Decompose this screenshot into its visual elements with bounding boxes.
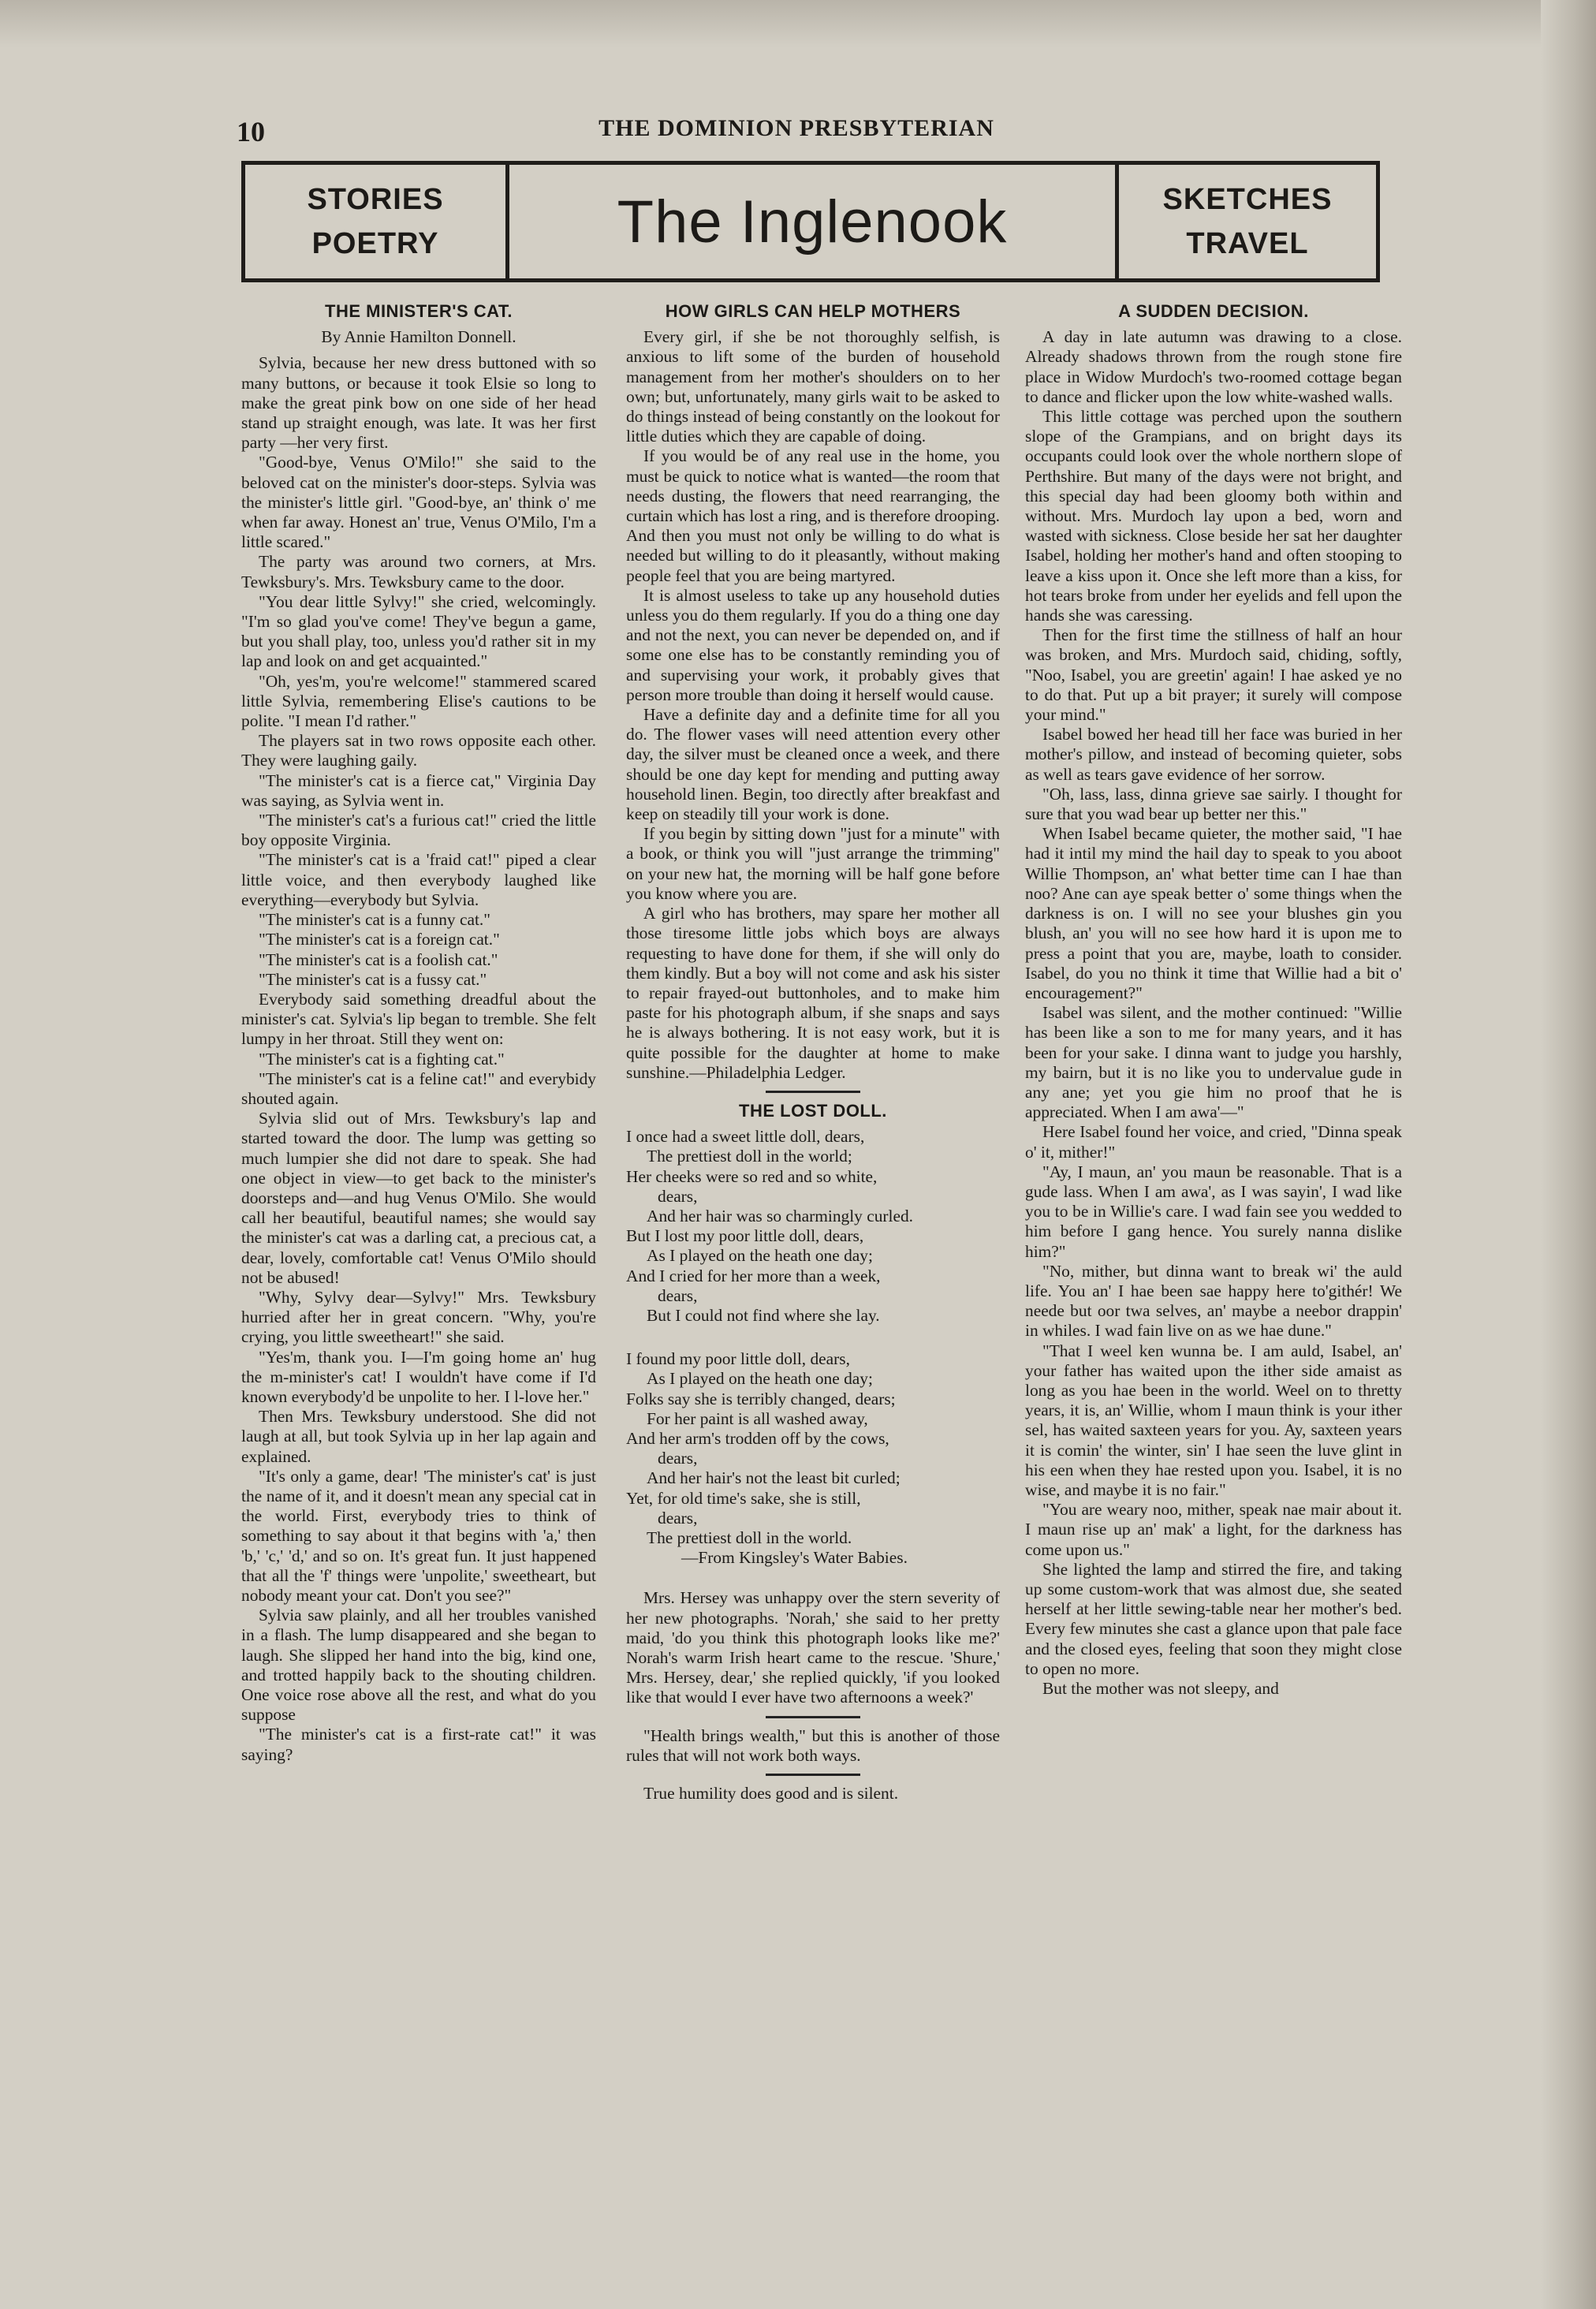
poem-title: THE LOST DOLL. xyxy=(739,1100,887,1121)
paragraph: Have a definite day and a definite time for all you do. The flower vases will need attention every other day, the silver must be cleaned once a week, and there should be one day kept for mending and putting away household linen. Begin, too directly after breakfast and keep on steadily till your work is done. xyxy=(626,705,1000,824)
paragraph: "Oh, yes'm, you're welcome!" stammered scared little Sylvia, remembering Elise's cautions to be polite. "I mean I'd rather." xyxy=(241,671,596,731)
divider-rule xyxy=(766,1091,860,1093)
paragraph: "No, mither, but dinna want to break wi' the auld life. You an' I hae been sae happy here to'githér! We neede but oor twa selves, an' maybe a neebor drappin' in whiles. I wad fain live on as we hae dune." xyxy=(1025,1261,1402,1341)
paragraph: A girl who has brothers, may spare her mother all those tiresome little jobs which boys are always requesting to have done for them, if she will only do them kindly. But a boy will not come and ask his sister to repair frayed-out buttonholes, and to make him paste for his photograph album, if she snaps and says he is always bothering. It is not easy work, but it is quite possible for the daughter at home to make sunshine.—Philadelphia Ledger. xyxy=(626,904,1000,1082)
paragraph: Every girl, if she be not thoroughly selfish, is anxious to lift some of the burden of household management from her mother's shoulders on to her own; but, unfortunately, many girls wait to be asked to do things instead of being constantly on the lookout for little duties which they are capable of doing. xyxy=(626,327,1000,446)
paragraph: "The minister's cat is a foreign cat." xyxy=(259,930,500,949)
running-header xyxy=(237,115,1356,147)
paragraph: Sylvia saw plainly, and all her troubles vanished in a flash. The lump disappeared and she began to laugh. She slipped her hand into the big, kind one, and trotted happily back to the shouting children. One voice rose above all the rest, and what do you suppose xyxy=(241,1606,596,1725)
paragraph: Isabel bowed her head till her face was buried in her mother's pillow, and instead of becoming quieter, sobs as well as tears gave evidence of her sorrow. xyxy=(1025,725,1402,784)
banner-poetry: POETRY xyxy=(311,227,439,260)
paragraph: "That I weel ken wunna be. I am auld, Isabel, an' your father has waited upon the ither side amaist as long as you hae been in the world. Weel on to thretty years, it is, an' Willie, whom I maun think is your ither sel, has waited saxteen years for you. Ay, saxteen years it is comin' the winter, sin' I hae seen the luve glint in his een when they hae rested upon you. Isabel, it is no wise, and maybe it is no fair." xyxy=(1025,1341,1402,1499)
paragraph: If you begin by sitting down "just for a minute" with a book, or think you will "just arrange the trimming" on your new hat, the morning will be half gone before you know where you are. xyxy=(626,824,1000,903)
article-title: HOW GIRLS CAN HELP MOTHERS xyxy=(665,301,961,321)
paragraph: "It's only a game, dear! 'The minister's cat' is just the name of it, and it doesn't mean any special cat in the world. First, everybody tries to think of something to say about it that begins with 'a,' then 'b,' 'c,' 'd,' and so on. It's great fun. It just happened that all the 'f' things were 'unpolite,' sweetheart, but nobody meant your cat. Don't you see?" xyxy=(241,1466,596,1605)
paragraph: Isabel was silent, and the mother continued: "Willie has been like a son to me for many years, and it has been for your sake. I dinna want to judge you harshly, my bairn, but it is no like you to undervalue gude in any ane; yet you gie him no proof that he is appreciated. When I am awa'—" xyxy=(1025,1003,1402,1122)
poem-line: Her cheeks were so red and so white, xyxy=(626,1166,878,1186)
paragraph: Here Isabel found her voice, and cried, "Dinna speak o' it, mither!" xyxy=(1025,1122,1402,1162)
poem-line: And her hair was so charmingly curled. xyxy=(647,1206,913,1225)
paragraph: If you would be of any real use in the home, you must be quick to notice what is wanted—the room that needs dusting, the flowers that need rearranging, the curtain which has lost a ring, and is therefore drooping. And then you must not only be willing to do what is needed but willing to do it pleasantly, without making people feel that you are being martyred. xyxy=(626,446,1000,585)
paragraph: The party was around two corners, at Mrs. Tewksbury's. Mrs. Tewksbury came to the door. xyxy=(241,552,596,591)
poem-line: For her paint is all washed away, xyxy=(647,1408,868,1428)
section-banner xyxy=(241,161,1380,282)
paragraph: "The minister's cat is a first-rate cat!" it was saying? xyxy=(241,1725,596,1764)
paragraph: But the mother was not sleepy, and xyxy=(1042,1679,1279,1699)
column-sudden-decision xyxy=(1025,293,1402,1699)
poem-line: But I could not find where she lay. xyxy=(647,1305,880,1325)
poem-line: I once had a sweet little doll, dears, xyxy=(626,1127,865,1147)
banner-travel: TRAVEL xyxy=(1186,227,1309,260)
poem-stanza-1 xyxy=(626,1127,1000,1326)
column-girls-help xyxy=(626,293,1000,1804)
divider-rule xyxy=(766,1774,860,1776)
paragraph-humility: True humility does good and is silent. xyxy=(643,1784,899,1804)
poem-stanza-2 xyxy=(626,1349,1000,1568)
paragraph: "The minister's cat's a furious cat!" cried the little boy opposite Virginia. xyxy=(241,811,596,850)
poem-line: And her arm's trodden off by the cows, xyxy=(626,1428,889,1448)
divider-rule xyxy=(766,1716,860,1718)
paragraph: Then Mrs. Tewksbury understood. She did not laugh at all, but took Sylvia up in her lap again and explained. xyxy=(241,1407,596,1466)
poem-line: As I played on the heath one day; xyxy=(647,1246,873,1266)
page-number: 10 xyxy=(237,116,265,147)
paragraph: Then for the first time the stillness of half an hour was broken, and Mrs. Murdoch said, chiding, softly, "Noo, Isabel, you are greetin' again! I hae asked ye no to do that. Put up a bit prayer; it surely will compose your mind." xyxy=(1025,625,1402,725)
paragraph: "The minister's cat is a 'fraid cat!" piped a clear little voice, and then everybody laughed like everything—everybody but Sylvia. xyxy=(241,850,596,909)
poem-line: And her hair's not the least bit curled; xyxy=(647,1468,901,1488)
banner-right-box xyxy=(1115,165,1376,278)
paragraph: "You are weary noo, mither, speak nae mair about it. I maun rise up an' mak' a light, for the darkness has come upon us." xyxy=(1025,1500,1402,1559)
paragraph: "Ay, I maun, an' you maun be reasonable. That is a gude lass. When I am awa', as I was sayin', I wad like you to be in Willie's care. I wad fain see you wedded to him before I gang hence. You surely nanna dislike him?" xyxy=(1025,1162,1402,1261)
poem-line: But I lost my poor little doll, dears, xyxy=(626,1226,864,1246)
banner-left-box xyxy=(245,165,509,278)
paragraph: It is almost useless to take up any household duties unless you do them regularly. If you do a thing one day and not the next, you can never be depended on, and if some one else has to be constantly reminding you of and supervising your work, it probably gives that person more trouble than doing it herself would cause. xyxy=(626,585,1000,704)
paragraph: "The minister's cat is a fierce cat," Virginia Day was saying, as Sylvia went in. xyxy=(241,770,596,810)
poem-attribution: —From Kingsley's Water Babies. xyxy=(681,1548,908,1568)
poem-line: Folks say she is terribly changed, dears; xyxy=(626,1389,896,1408)
paragraph: Sylvia, because her new dress buttoned with so many buttons, or because it took Elsie so long to make the great pink bow on one side of her head stand up straight enough, was late. It was her first party —her very first. xyxy=(241,353,596,453)
poem-line: And I cried for her more than a week, xyxy=(626,1266,881,1285)
top-shadow xyxy=(0,0,1596,47)
article-title: A SUDDEN DECISION. xyxy=(1118,301,1309,321)
paragraph: "Oh, lass, lass, dinna grieve sae sairly. I thought for sure that you wad bear up better ner this." xyxy=(1025,784,1402,824)
paragraph: "The minister's cat is a feline cat!" and everybidy shouted again. xyxy=(241,1069,596,1108)
paragraph: "You dear little Sylvy!" she cried, welcomingly. "I'm so glad you've come! They've begun a game, but you shall play, too, unless you'd rather sit in my lap and look on and get acquainted." xyxy=(241,591,596,671)
paragraph: A day in late autumn was drawing to a close. Already shadows thrown from the rough stone fire place in Widow Murdoch's two-roomed cottage began to dance and flicker upon the low white-washed walls. xyxy=(1025,327,1402,406)
poem-line: I found my poor little doll, dears, xyxy=(626,1349,850,1369)
paragraph: Sylvia slid out of Mrs. Tewksbury's lap and started toward the door. The lump was getting so much lumpier she did not dare to speak. She had one object in view—to get back to the minister's doorsteps and—and hug Venus O'Milo. She would call her beautiful, beautiful names; she would say the minister's cat was a darling cat, a precious cat, a dear, lovely, comfortable cat! Venus O'Milo should not be abused! xyxy=(241,1109,596,1287)
article-byline: By Annie Hamilton Donnell. xyxy=(321,327,516,347)
poem-line: dears, xyxy=(658,1508,698,1528)
banner-sketches: SKETCHES xyxy=(1162,183,1333,216)
paragraph-health: "Health brings wealth," but this is another of those rules that will not work both ways. xyxy=(626,1725,1000,1765)
paragraph: "Yes'm, thank you. I—I'm going home an' hug the m-minister's cat! I wouldn't have come if I'd known everybody'd be unpolite to her. I l-love her." xyxy=(241,1347,596,1406)
poem-line: dears, xyxy=(658,1449,698,1468)
paragraph: "Good-bye, Venus O'Milo!" she said to the beloved cat on the minister's door-steps. Sylvia was the minister's little girl. "Good-bye, an' think o' me when far away. Honest an' true, Venus O'Milo, I'm a little scared." xyxy=(241,453,596,552)
banner-stories: STORIES xyxy=(307,183,444,216)
column-ministers-cat xyxy=(241,293,596,1765)
paragraph: "The minister's cat is a foolish cat." xyxy=(259,949,498,969)
article-title: THE MINISTER'S CAT. xyxy=(325,301,513,321)
paragraph: "The minister's cat is a funny cat." xyxy=(259,910,490,930)
poem-line: The prettiest doll in the world; xyxy=(647,1147,852,1166)
paragraph: "Why, Sylvy dear—Sylvy!" Mrs. Tewksbury hurried after her in great concern. "Why, you're crying, you little sweetheart!" she said. xyxy=(241,1287,596,1347)
paragraph-hersey: Mrs. Hersey was unhappy over the stern severity of her new photographs. 'Norah,' she said to her pretty maid, 'do you think this photograph looks like me?' Norah's warm Irish heart came to the rescue. 'Shure,' Mrs. Hersey, dear,' she replied quickly, 'if you looked like that would I ever have two afternoons a week?' xyxy=(626,1588,1000,1707)
paragraph: She lighted the lamp and stirred the fire, and taking up some custom-work that was almost due, she seated herself at her little sewing-table near her mother's bed. Every few minutes she cast a glance upon that pale face and the closed eyes, feeling that soon they might close to open no more. xyxy=(1025,1559,1402,1678)
paragraph: Everybody said something dreadful about the minister's cat. Sylvia's lip began to tremble. She felt lumpy in her throat. Still they went on: xyxy=(241,989,596,1049)
paragraph: This little cottage was perched upon the southern slope of the Grampians, and on bright days its occupants could look over the whole northern slope of Perthshire. But many of the days were not bright, and this special day had been gloomy both within and without. Mrs. Murdoch lay upon a bed, worn and wasted with sickness. Close beside her sat her daughter Isabel, holding her mother's hand and often stooping to leave a kiss upon it. Once she left more than a kiss, for hot tears broke from under her eyelids and fell upon the hands she was caressing. xyxy=(1025,407,1402,625)
binding-shadow xyxy=(1541,0,1596,2309)
poem-line: The prettiest doll in the world. xyxy=(647,1528,852,1547)
poem-line: dears, xyxy=(658,1285,698,1305)
poem-line: As I played on the heath one day; xyxy=(647,1369,873,1389)
paragraph: "The minister's cat is a fighting cat." xyxy=(259,1049,505,1069)
journal-title: THE DOMINION PRESBYTERIAN xyxy=(598,115,994,141)
paragraph: "The minister's cat is a fussy cat." xyxy=(259,969,487,989)
banner-title: The Inglenook xyxy=(617,188,1008,256)
poem-line: Yet, for old time's sake, she is still, xyxy=(626,1488,861,1508)
poem-line: dears, xyxy=(658,1186,698,1206)
paragraph: The players sat in two rows opposite each other. They were laughing gaily. xyxy=(241,731,596,770)
paragraph: When Isabel became quieter, the mother said, "I hae had it intil my mind the hail day to speak to you aboot Willie Thompson, an' what better time can I hae than noo? Ane can aye speak better o' some things when the darkness is on. I will no see your blushes gin you blush, an' you will no see how hard it is upon me to press a point that you are, maybe, loath to consider. Isabel, do you no think it time that Willie had a bit o' encouragement?" xyxy=(1025,824,1402,1002)
